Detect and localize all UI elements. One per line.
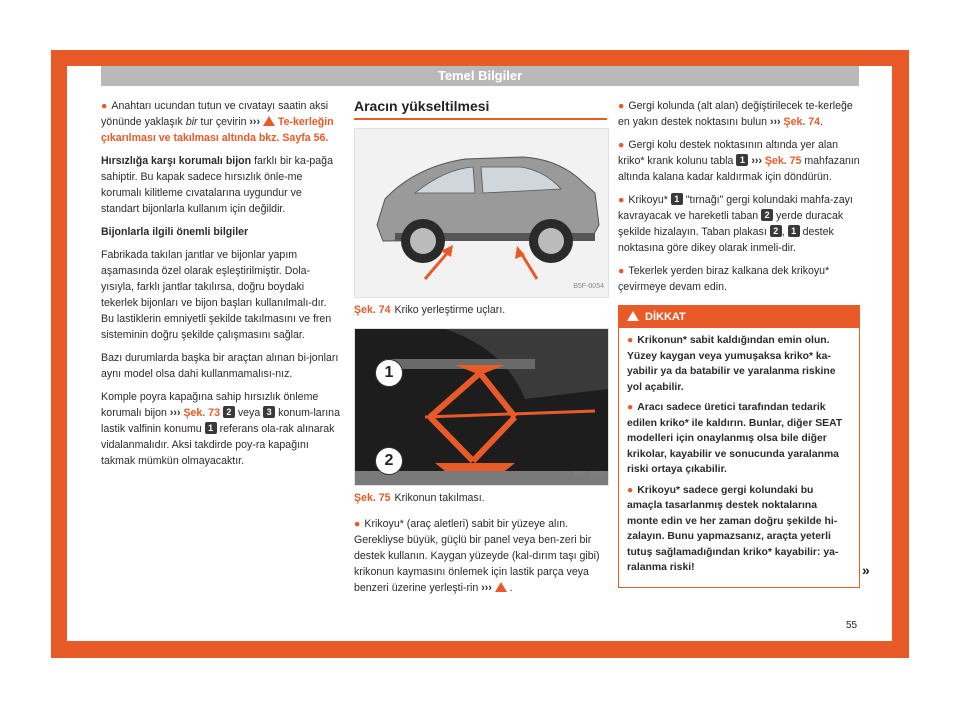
text: tur çevirin: [197, 116, 250, 128]
text: Komple poyra kapağına sahip hırsızlık önleme korumalı bijon: [101, 391, 319, 419]
caption-text: Kriko yerleştirme uçları.: [394, 304, 506, 316]
text: yerde duracak şekilde hizalayın. Taban plakası: [618, 210, 844, 238]
italic-text: bir: [185, 116, 198, 128]
number-badge: 2: [770, 225, 782, 237]
text: konum-larına lastik valfinin konumu: [101, 407, 340, 435]
cross-ref-link[interactable]: Te-kerleğin çıkarılması ve takılması altında bkz. Sayfa 56.: [101, 116, 334, 144]
figure-jack-install: [354, 328, 609, 486]
text: Gergi kolunda (alt alan) değiştirilecek te-kerleğe en yakın destek noktasını bulun: [618, 100, 853, 128]
figure-link[interactable]: Şek. 75: [764, 155, 802, 167]
text: Krikonun* sabit kaldığından emin olun. Yüzey kaygan veya yumuşaksa kriko* ka-yabilir ya da batabilir ve yaralanma riskine yol açabilir.: [627, 335, 836, 393]
number-badge: 3: [263, 406, 275, 418]
bullet-item: [618, 137, 860, 185]
ref-arrows: ›››: [169, 407, 181, 419]
ref-arrows: ›››: [751, 155, 762, 167]
bullet-icon: ●: [618, 139, 625, 151]
bullet-item: [618, 263, 860, 295]
text: Krikoyu* sadece gergi kolundaki bu amaçla tasarlanmış destek noktalarına monte edin ve her zaman doğru şekilde hi-zalayın. Bunu yapmazsanız, araçta yeterli tutuş sağlamadığından kriko* kayabilir: ya-ralanma riski!: [627, 484, 839, 573]
callout-2: 2: [375, 447, 403, 475]
warning-icon: [627, 311, 639, 321]
bullet-icon: ●: [618, 265, 625, 277]
bullet-icon: ●: [618, 194, 625, 206]
text: ,: [781, 226, 788, 238]
text: Krikoyu*: [628, 194, 671, 206]
paragraph-jack-surface: ● Krikoyu* (araç aletleri) sabit bir yüzeye alın. Gerekliyse büyük, güçlü bir panel veya ben-zeri bir destek kullanın. Kaygan yüzeyde (kal-dırım taşı gibi) krikonun kaymasını önlemek için lastik parça veya benzeri üzerine yerleşti-rin ››› .: [354, 518, 600, 594]
page-number: 55: [846, 620, 858, 631]
bullet-icon: ●: [101, 100, 108, 112]
figure-code: B5F-1030: [573, 471, 604, 478]
text: Tekerlek yerden biraz kalkana dek krikoyu* çevirmeye devam edin.: [618, 265, 830, 293]
paragraph-wrench: [101, 98, 341, 146]
bullet-icon: ●: [354, 518, 361, 530]
callout-1: 1: [375, 359, 403, 387]
figure-label: Şek. 74: [354, 304, 391, 316]
warning-item: [627, 333, 851, 395]
bullet-item: [618, 98, 860, 130]
ref-arrows: ›››: [249, 116, 260, 128]
bullet-item: [618, 192, 860, 256]
column-3: [618, 98, 860, 588]
warning-icon: [495, 582, 507, 592]
figure-car-jack-points: [354, 128, 609, 298]
figure-code: B5F-0054: [573, 283, 604, 290]
caption-text: Krikonun takılması.: [394, 492, 485, 504]
text: destek noktasına göre dikey olarak inmeli-dir.: [618, 226, 834, 254]
text: .: [820, 116, 823, 128]
paragraph-factory: Fabrikada takılan jantlar ve bijonlar yapım aşamasında özel olarak eşleştirilmiştir. Dola-yısıyla, farklı jantlar takılırsa, doğru boydaki tekerlek bijonları ve bijon başları kullanılmalı-dır. Bu lastiklerin emniyetli şekilde takılmasını ve fren sisteminin doğru şekilde çalışmasını sağlar.: [101, 249, 332, 341]
text: Anahtarı ucundan tutun ve cıvatayı saatin aksi yönünde yaklaşık: [101, 100, 329, 128]
bullet-icon: ●: [627, 335, 634, 346]
paragraph-antitheft: [101, 153, 341, 217]
number-badge: 1: [205, 422, 217, 434]
section-title: Aracın yükseltilmesi: [354, 98, 607, 120]
warning-box: [618, 305, 860, 588]
text: referans ola-rak alınarak vidalanmalıdır. Aksi takdirde poy-ra kapağını takmak mümkün olmayacaktır.: [101, 423, 335, 467]
warning-title: DİKKAT: [645, 311, 686, 323]
figure-link[interactable]: Şek. 74: [783, 116, 821, 128]
ref-arrows: ›››: [481, 582, 492, 594]
column-1: [101, 98, 341, 476]
number-badge: 1: [788, 225, 800, 237]
warning-icon: [263, 116, 275, 126]
warning-item: [627, 483, 851, 576]
paragraph-other-vehicle: Bazı durumlarda başka bir araçtan alınan bi-jonları aynı model olsa dahi kullanmamalısı-nız.: [101, 352, 339, 380]
figure-caption: [354, 302, 607, 318]
text: Krikoyu* (araç aletleri) sabit bir yüzeye alın. Gerekliyse büyük, güçlü bir panel veya ben-zeri bir destek kullanın. Kaygan yüzeyde (kal-dırım taşı gibi) krikonun kaymasını önlemek için lastik parça veya benzeri üzerine yerleşti-rin: [354, 518, 600, 594]
paragraph-hubcap: [101, 389, 341, 469]
text: "tırnağı" gergi kolundaki mahfa-zayı kavrayacak ve hareketli taban: [618, 194, 853, 222]
bullet-icon: ●: [618, 100, 625, 112]
ref-arrows: ›››: [769, 116, 781, 128]
figure-link[interactable]: Şek. 73: [183, 407, 220, 419]
text: mahfazanın altında kalana kadar kaldırmak için döndürün.: [618, 155, 860, 183]
continue-mark: »: [862, 562, 870, 578]
bold-term: Hırsızlığa karşı korumalı bijon: [101, 155, 252, 167]
number-badge: 2: [223, 406, 235, 418]
figure-caption: [354, 490, 607, 506]
number-badge: 2: [761, 209, 773, 221]
text: veya: [234, 407, 264, 419]
figure-label: Şek. 75: [354, 492, 391, 504]
number-badge: 1: [736, 154, 748, 166]
warning-body: [619, 328, 859, 587]
car-illustration: [355, 129, 608, 297]
text: Gergi kolu destek noktasının altında yer alan kriko* krank kolunu tabla: [618, 139, 839, 167]
subheading-bolts: Bijonlarla ilgili önemli bilgiler: [101, 226, 249, 238]
bullet-icon: ●: [627, 402, 634, 413]
warning-item: [627, 400, 851, 478]
text: farklı bir ka-pağa sahiptir. Bu kapak sadece hırsızlık önle-me korumalı kilitleme cıvatalarına uygundur ve standart bijonlarla kullanım için değildir.: [101, 155, 333, 215]
chapter-header: Temel Bilgiler: [101, 66, 859, 86]
number-badge: 1: [671, 193, 683, 205]
text: Aracı sadece üretici tarafından tedarik edilen kriko* ile kaldırın. Bunlar, diğer SEAT modelleri için onaylanmış olsa bile diğer krikolar, kayabilir ve sonucunda yaralanma riski ortaya çıkabilir.: [627, 402, 843, 475]
bullet-icon: ●: [627, 484, 634, 496]
column-2: [354, 98, 607, 603]
warning-header: [619, 306, 859, 328]
